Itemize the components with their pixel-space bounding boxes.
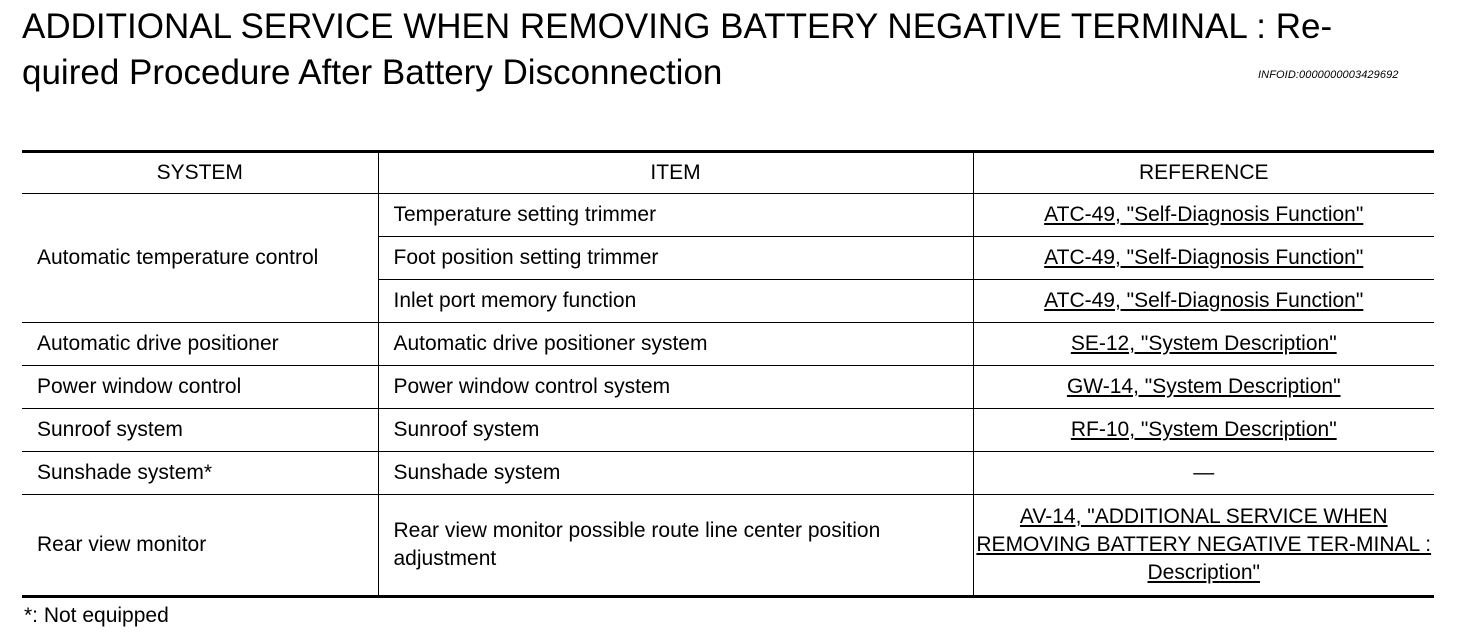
reference-cell — [973, 237, 1434, 280]
item-cell: Sunroof system — [378, 409, 973, 452]
page-title-line-1: ADDITIONAL SERVICE WHEN REMOVING BATTERY NEGATIVE TERMINAL : Re- — [22, 7, 1333, 46]
reference-cell — [973, 495, 1434, 597]
table-row — [22, 495, 1434, 597]
reference-cell — [973, 280, 1434, 323]
system-cell: Automatic temperature control — [22, 194, 378, 323]
system-cell: Automatic drive positioner — [22, 323, 378, 366]
item-cell: Rear view monitor possible route line center position adjustment — [378, 495, 973, 597]
table-row — [22, 409, 1434, 452]
page-title — [22, 4, 1442, 96]
item-cell: Sunshade system — [378, 452, 973, 495]
reference-link[interactable]: RF-10, "System Description" — [1070, 418, 1337, 441]
system-cell: Power window control — [22, 366, 378, 409]
system-cell: Rear view monitor — [22, 495, 378, 597]
table-row — [22, 366, 1434, 409]
reference-link[interactable]: AV-14, "ADDITIONAL SERVICE WHEN REMOVING BATTERY NEGATIVE TER-MINAL : Description" — [976, 505, 1432, 584]
reference-link[interactable]: ATC-49, "Self-Diagnosis Function" — [1044, 246, 1364, 269]
table-row — [22, 452, 1434, 495]
page-title-line-2: quired Procedure After Battery Disconnection — [22, 53, 723, 92]
procedure-table — [22, 150, 1434, 598]
table-header-row — [22, 152, 1434, 194]
reference-cell: — — [973, 452, 1434, 495]
reference-link[interactable]: ATC-49, "Self-Diagnosis Function" — [1044, 203, 1364, 226]
reference-link[interactable]: GW-14, "System Description" — [1066, 375, 1341, 398]
reference-cell — [973, 366, 1434, 409]
reference-link[interactable]: SE-12, "System Description" — [1070, 332, 1337, 355]
item-cell: Automatic drive positioner system — [378, 323, 973, 366]
header-reference: REFERENCE — [973, 152, 1434, 194]
reference-cell — [973, 323, 1434, 366]
system-cell: Sunshade system* — [22, 452, 378, 495]
reference-cell — [973, 409, 1434, 452]
table-row — [22, 194, 1434, 237]
item-cell: Temperature setting trimmer — [378, 194, 973, 237]
table-row — [22, 323, 1434, 366]
reference-link[interactable]: ATC-49, "Self-Diagnosis Function" — [1044, 289, 1364, 312]
system-cell: Sunroof system — [22, 409, 378, 452]
reference-cell — [973, 194, 1434, 237]
item-cell: Inlet port memory function — [378, 280, 973, 323]
info-id: INFOID:0000000003429692 — [1258, 69, 1399, 81]
header-item: ITEM — [378, 152, 973, 194]
footnote: *: Not equipped — [24, 604, 169, 627]
header-system: SYSTEM — [22, 152, 378, 194]
item-cell: Foot position setting trimmer — [378, 237, 973, 280]
item-cell: Power window control system — [378, 366, 973, 409]
